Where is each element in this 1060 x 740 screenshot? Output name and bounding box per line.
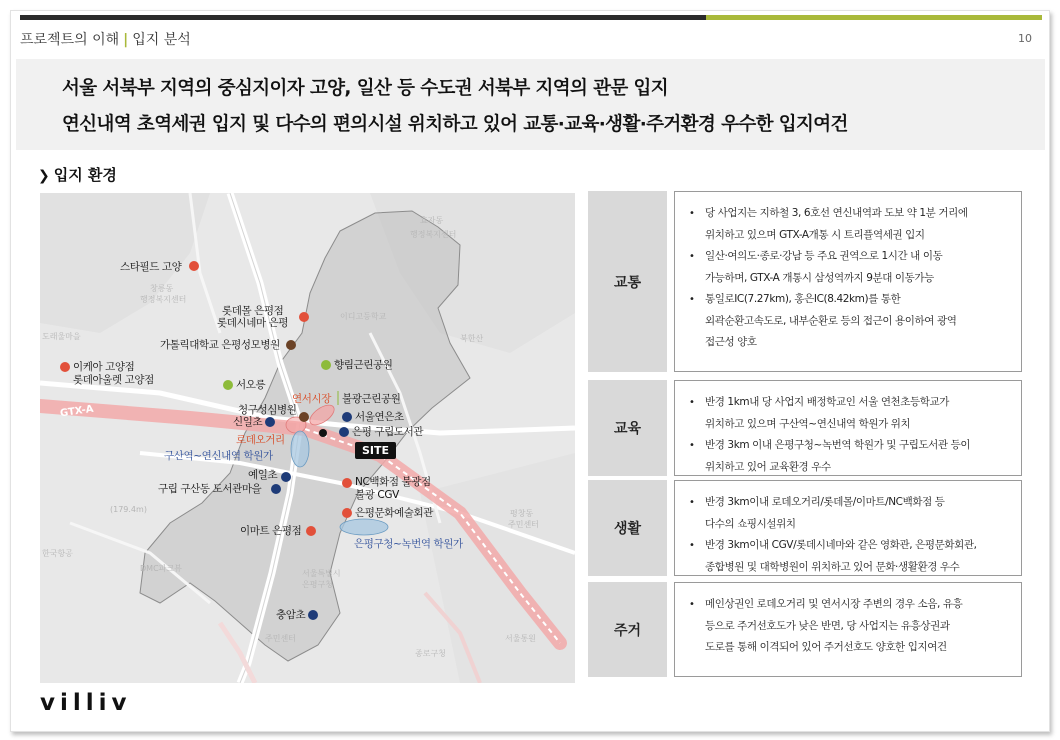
map-label-gusan-library: 구립 구산동 도서관마을 xyxy=(158,483,262,495)
map-marker-starfield xyxy=(189,261,199,271)
housing-item: 등으로 주거선호도가 낮은 반면, 당 사업지는 유흥상권과 xyxy=(705,619,950,632)
map-label-emart: 이마트 은평점 xyxy=(240,525,302,537)
map-label-seooreung: 서오릉 xyxy=(236,379,266,391)
map-label-eunpyeong-library: 은평 구립도서관 xyxy=(352,426,424,438)
map-label-cheonggu-hospital: 청구성심병원 xyxy=(238,404,297,416)
map-marker-nc-department xyxy=(342,478,352,488)
map-marker-sinil-school xyxy=(265,417,275,427)
traffic-item: 외곽순환고속도로, 내부순환로 등의 접근이 용이하여 광역 xyxy=(705,314,957,327)
chevron-right-icon: ❯ xyxy=(38,168,50,184)
map-label-sinil-school: 신일초 xyxy=(233,416,263,428)
traffic-item: • 당 사업지는 지하철 3, 6호선 연신내역과 도보 약 1분 거리에 xyxy=(687,203,1013,225)
map-label-nokbeon-academy: 은평구청~녹번역 학원가 xyxy=(354,538,463,550)
breadcrumb-section: 프로젝트의 이해 xyxy=(20,32,120,48)
traffic-item: 가능하며, GTX-A 개통시 삼성역까지 9분대 이동가능 xyxy=(705,271,934,284)
map-marker-chungam-school xyxy=(308,610,318,620)
top-accent-bar-dark xyxy=(20,15,706,20)
map-label-bulgwang-park: 불광근린공원 xyxy=(342,393,401,405)
map-marker-eunpyeong-arts xyxy=(342,508,352,518)
headline-line-1: 서울 서북부 지역의 중심지이자 고양, 일산 등 수도권 서북부 지역의 관문 입지 xyxy=(62,78,669,99)
education-item: • 반경 1km내 당 사업지 배정학교인 서울 연천초등학교가 xyxy=(687,392,1013,414)
map-label-yeil-school: 예일초 xyxy=(248,469,278,481)
map-marker-catholic-hospital xyxy=(286,340,296,350)
gtx-line-label: GTX-A xyxy=(59,403,95,420)
breadcrumb-subsection: 입지 분석 xyxy=(132,32,191,48)
map-label-yeonsin-market: 연서시장 xyxy=(292,393,331,405)
section-title-text: 입지 환경 xyxy=(53,166,117,184)
map-label-rodeo-street: 로데오거리 xyxy=(236,434,285,446)
education-item: • 반경 3km 이내 은평구청~녹번역 학원가 및 구립도서관 등이 xyxy=(687,435,1013,457)
map-marker-yeoneun-school xyxy=(342,412,352,422)
map-label-eunpyeong-arts: 은평문화예술회관 xyxy=(355,507,433,519)
map-marker-eunpyeong-library xyxy=(339,427,349,437)
map-marker-ikea xyxy=(60,362,70,372)
map-marker-seooreung xyxy=(223,380,233,390)
traffic-item: 접근성 양호 xyxy=(705,336,757,348)
site-marker-label: SITE xyxy=(355,442,396,459)
map-label-lotte-outlet: 롯데아울렛 고양점 xyxy=(73,374,154,386)
traffic-item: 위치하고 있으며 GTX-A개통 시 트리플역세권 입지 xyxy=(705,228,925,241)
breadcrumb xyxy=(20,29,191,51)
map-marker-gusan-library xyxy=(271,484,281,494)
category-desc-traffic xyxy=(674,191,1022,372)
living-item: 종합병원 및 대학병원이 위치하고 있어 문화·생활환경 우수 xyxy=(705,560,960,573)
category-label-traffic: 교통 xyxy=(588,191,667,372)
living-item: • 반경 3km이내 로데오거리/롯데몰/이마트/NC백화점 등 xyxy=(687,492,1013,514)
map-marker-cheonggu-hospital xyxy=(299,412,309,422)
headline-line-2: 연신내역 초역세권 입지 및 다수의 편의시설 위치하고 있어 교통·교육·생활·주거환경 우수한 입지여건 xyxy=(62,114,848,135)
map-label-nc-department: NC백화점 불광점 xyxy=(355,476,431,488)
category-label-living: 생활 xyxy=(588,480,667,576)
category-label-housing: 주거 xyxy=(588,582,667,677)
map-label-gusan-academy: 구산역~연신내역 학원가 xyxy=(164,450,273,462)
housing-item: 도로를 통해 이격되어 있어 주거선호도 양호한 입지여건 xyxy=(705,641,947,653)
education-item: 위치하고 있어 교육환경 우수 xyxy=(705,460,831,473)
map-label-ikea: 이케아 고양점 xyxy=(73,361,135,373)
traffic-item: • 일산·여의도·종로·강남 등 주요 권역으로 1시간 내 이동 xyxy=(687,246,1013,268)
education-item: 위치하고 있으며 구산역~연신내역 학원가 위치 xyxy=(705,417,911,430)
living-item: • 반경 3km이내 CGV/롯데시네마와 같은 영화관, 은평문화회관, xyxy=(687,535,1013,557)
map-label-lotte-mall: 롯데몰 은평점 xyxy=(222,305,284,317)
category-desc-education xyxy=(674,380,1022,476)
housing-item: • 메인상권인 로데오거리 및 연서시장 주변의 경우 소음, 유흥 xyxy=(687,594,1013,616)
map-label-catholic-hospital: 가톨릭대학교 은평성모병원 xyxy=(160,339,280,351)
breadcrumb-separator: | xyxy=(123,32,129,48)
map-marker-hyangrim-park xyxy=(321,360,331,370)
section-title xyxy=(38,164,117,185)
map-label-chungam-school: 충암초 xyxy=(276,609,306,621)
traffic-item: • 통일로IC(7.27km), 홍은IC(8.42km)를 통한 xyxy=(687,289,1013,311)
living-item: 다수의 쇼핑시설위치 xyxy=(705,517,796,530)
map-label-bulgwang-cgv: 불광 CGV xyxy=(355,489,399,501)
location-map: GTX-A 효자동 행정복지센터 창릉동 행정복지센터 도래울마을 이디고등학교 북한산 평창동 주민센터 (179.4m) 한국항공 DMC파크뷰 서울특별시 은평구청 주민센터 종로구청 서울통원 스타필드 고양 롯데몰 은평점 롯데시네마 은평 가톨릭대학교 은평성모병원 이케아 고양점 롯데아울렛 고양점 향림근린공원 서오릉 연서시장 불광근린공원 청구성심병원 신일초 서울연은초 은평 구립도서관 로데오거리 구산역~연신내역 학원가 SITE 예일초 구립 구산동 도서관마을 NC백화점 불광점 불광 CGV 은평문화예술회관 이마트 은평점 은평구청~녹번역 학원가 충암초 xyxy=(40,193,575,683)
map-marker-emart xyxy=(306,526,316,536)
headline-box xyxy=(16,59,1045,150)
map-marker-lotte-mall xyxy=(299,312,309,322)
map-label-hyangrim-park: 향림근린공원 xyxy=(334,359,393,371)
map-label-starfield: 스타필드 고양 xyxy=(120,261,182,273)
map-marker-yeil-school xyxy=(281,472,291,482)
top-accent-bar-green xyxy=(706,15,1042,20)
category-desc-living xyxy=(674,480,1022,576)
category-label-education: 교육 xyxy=(588,380,667,476)
category-desc-housing xyxy=(674,582,1022,677)
map-label-seoul-yeoneun-school: 서울연은초 xyxy=(355,411,404,423)
brand-logo: villiv xyxy=(40,690,132,716)
map-label-lotte-cinema: 롯데시네마 은평 xyxy=(217,317,289,329)
page-number: 10 xyxy=(1018,32,1032,45)
